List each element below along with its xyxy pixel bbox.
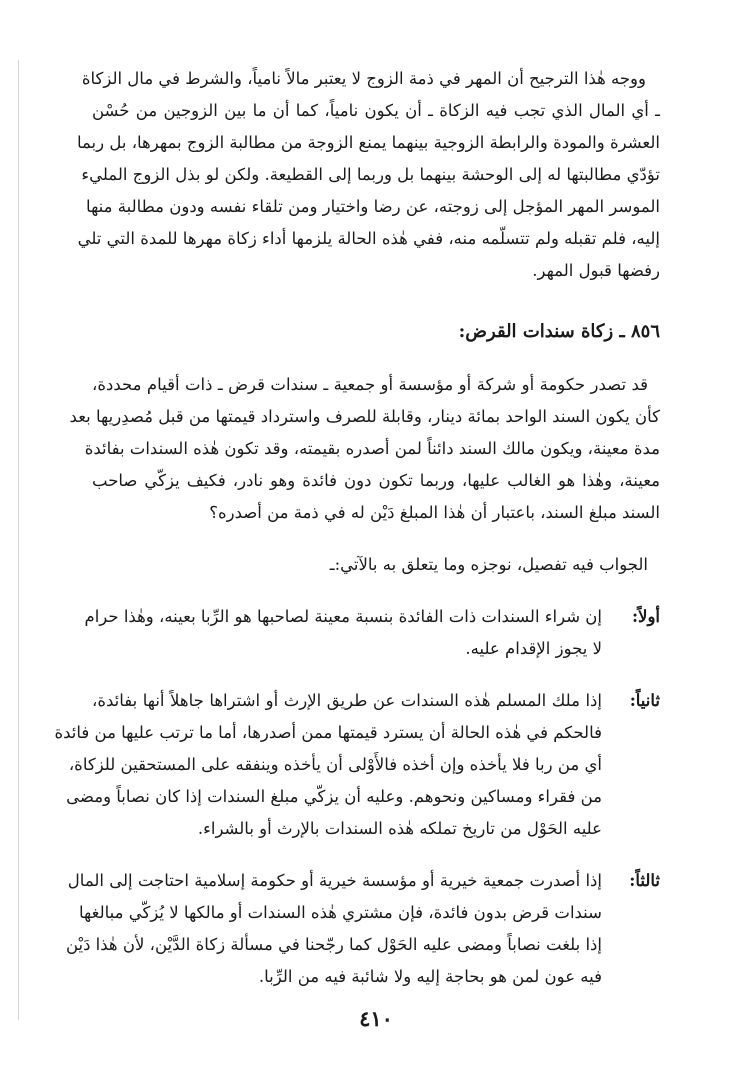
paragraph2-line-4: معينة، وهٰذا هو الغالب عليها، وربما تكون دون فائدة وهو نادر، فكيف يزكّي صاحب [92,471,660,490]
paragraph1-line-5: الموسر المهر المؤجل إلى زوجته، عن رضا واختيار ومن تلقاء نفسه ودون مطالبة منها [86,197,660,216]
paragraph2-line-5: السند مبلغ السند، باعتبار أن هٰذا المبلغ دَيْن له في ذمة من أصدره؟ [209,503,660,522]
item3-line-3: إذا بلغت نصاباً ومضى عليه الحَوْل كما رجّحنا في مسألة زكاة الدَّيْن، لأن هٰذا دَيْن [65,935,602,954]
item3-line-1: إذا أصدرت جمعية خيرية أو مؤسسة خيرية أو حكومة إسلامية احتاجت إلى المال [67,871,602,890]
item2-line-4: من فقراء ومساكين ونحوهم. وعليه أن يزكّي مبلغ السندات إذا كان نصاباً ومضى [66,787,602,806]
section-heading: ٨٥٦ ـ زكاة سندات القرض: [458,321,660,342]
item1-label: أولاً: [631,607,660,626]
page-number: ٤١٠ [359,1006,393,1031]
item2-label: ثانياً: [629,691,660,710]
binding-gutter-line [18,60,19,1020]
item2-line-1: إذا ملك المسلم هٰذه السندات عن طريق الإرث أو اشتراها جاهلاً أنها بفائدة، [92,691,602,710]
item2-line-3: أي من ربا فلا يأخذه وإن أخذه فالأَوْلى أن يأخذه وينفقه على المستحقين للزكاة، [68,755,602,774]
paragraph1-line-2: ـ أي المال الذي تجب فيه الزكاة ـ أن يكون نامياً، كما أن ما بين الزوجين من حُسْن [92,101,660,120]
paragraph2-line-1: قد تصدر حكومة أو شركة أو مؤسسة أو جمعية ـ سندات قرض ـ ذات أقيام محددة، [92,375,648,394]
paragraph1-line-4: تؤدّي مطالبتها له إلى الوحشة بينهما بل وربما إلى القطيعة. ولكن لو بذل الزوج المليء [81,165,660,184]
paragraph2-line-3: مدة معينة، ويكون مالك السند دائناً لمن أصدره بقيمته، وقد تكون هٰذه السندات بفائدة [84,439,660,458]
item2-line-2: فالحكم في هٰذه الحالة أن يسترد قيمتها ممن أصدرها، أما ما ترتب عليها من فائدة [54,723,602,742]
item1-line-2: لا يجوز الإقدام عليه. [465,639,602,658]
item3-line-2: سندات قرض بدون فائدة، فإن مشتري هٰذه السندات أو مالكها لا يُزكّي مبالغها [79,903,602,922]
answer-intro: الجواب فيه تفصيل، نوجزه وما يتعلق به بالآتي:ـ [329,555,648,574]
item1-line-1: إن شراء السندات ذات الفائدة بنسبة معينة لصاحبها هو الرِّبا بعينه، وهٰذا حرام [84,607,602,626]
item3-line-4: فيه عون لمن هو بحاجة إليه ولا شائبة فيه من الرِّبا. [258,967,602,986]
paragraph2-line-2: كأن يكون السند الواحد بمائة دينار، وقابلة للصرف واسترداد قيمتها من قبل مُصدِريها بعد [69,407,660,426]
paragraph1-line-3: العشرة والمودة والرابطة الزوجية بينهما يمنع الزوجة من مطالبة الزوج بمهرها، بل ربما [76,133,660,152]
item3-label: ثالثاً: [629,871,660,890]
item2-line-5: عليه الحَوْل من تاريخ تملكه هٰذه السندات بالإرث أو بالشراء. [197,819,602,838]
paragraph1-line-7: رفضها قبول المهر. [532,261,660,280]
paragraph1-line-6: إليه، فلم تقبله ولم تتسلّمه منه، ففي هٰذه الحالة يلزمها أداء زكاة مهرها للمدة التي تلي [77,229,660,248]
paragraph1-line-1: ووجه هٰذا الترجيح أن المهر في ذمة الزوج لا يعتبر مالاً نامياً، والشرط في مال الزكاة [81,69,646,88]
